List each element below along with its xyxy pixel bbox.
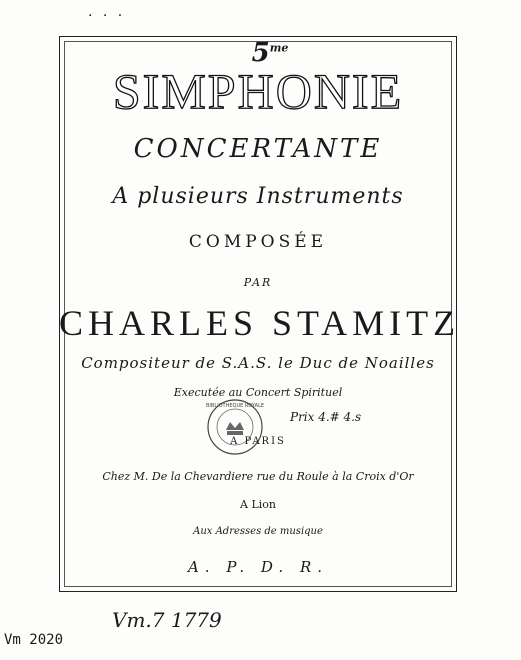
header-marks: . . . (88, 4, 126, 20)
library-stamp (206, 398, 264, 456)
dealers-note: Aux Adresses de musique (193, 526, 323, 537)
privilege-mark: A. P. D. R. (187, 558, 329, 576)
subtitle-instruments: A plusieurs Instruments (112, 184, 404, 209)
subtitle-concertante: CONCERTANTE (133, 134, 383, 164)
stamp-text: BIBLIOTHEQUE ROYALE (206, 403, 264, 409)
work-title: SIMPHONIE (112, 63, 404, 119)
subtitle-composee: COMPOSÉE (188, 232, 328, 252)
composer-name: CHARLES STAMITZ (59, 303, 461, 343)
price: Prix 4.# 4.s (290, 410, 362, 424)
shelfmark: Vm.7 1779 (112, 608, 222, 632)
by-label: PAR (243, 276, 273, 289)
performance-note: Executée au Concert Spirituel (173, 386, 343, 399)
city-lyon: A Lion (240, 498, 276, 511)
city-paris: A PARIS (230, 436, 286, 447)
composer-description: Compositeur de S.A.S. le Duc de Noailles (81, 354, 435, 372)
corner-note: Vm 2020 (4, 632, 64, 648)
work-number: $5^{me}$ (251, 38, 289, 68)
publisher-address: Chez M. De la Chevardiere rue du Roule à la Croix d'Or (102, 470, 414, 483)
